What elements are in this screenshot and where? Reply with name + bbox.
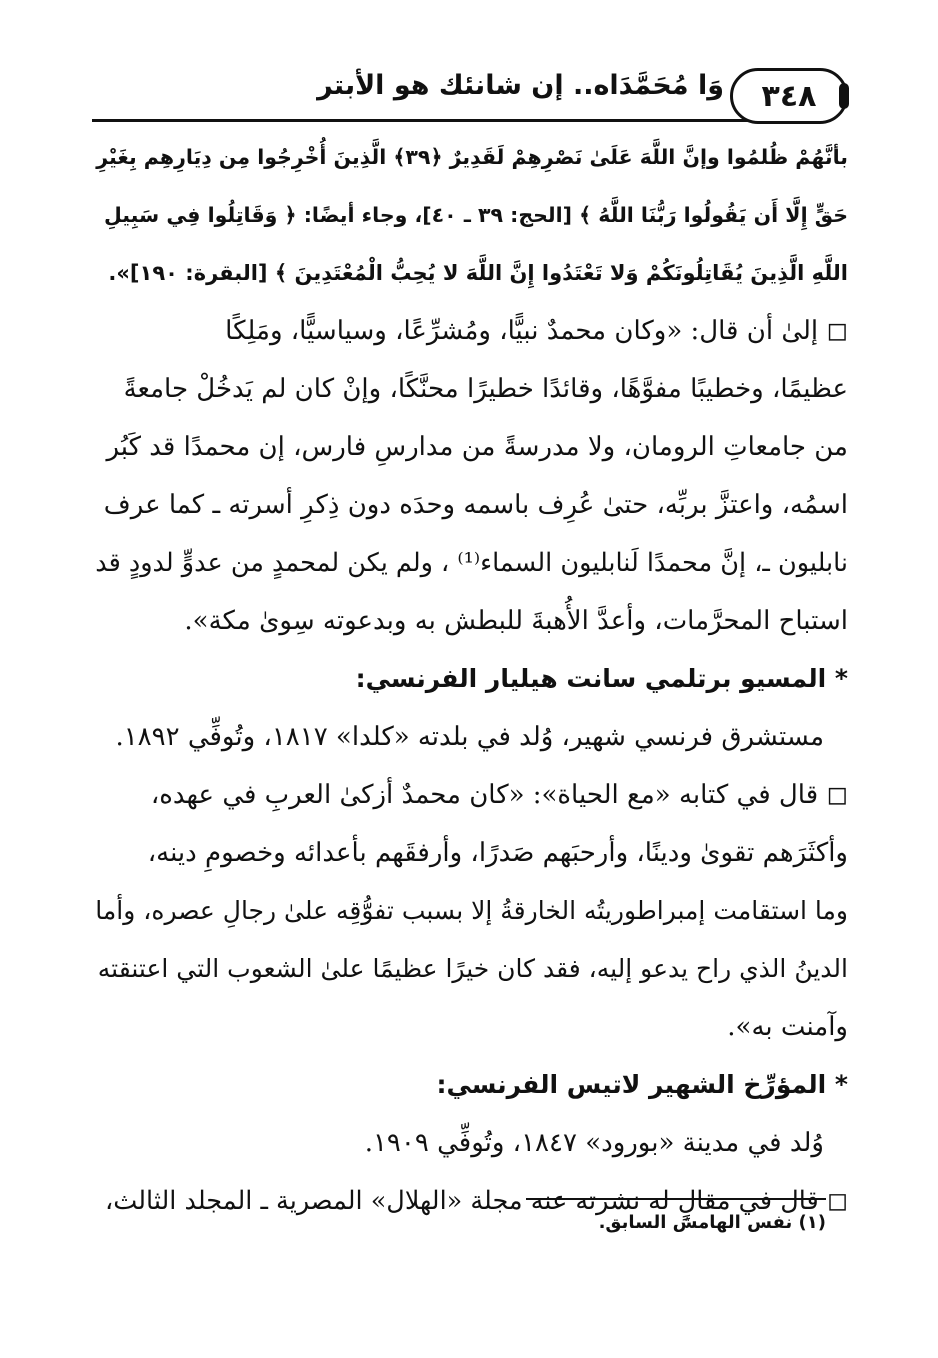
text-line: وآمنت به». <box>727 1012 848 1042</box>
section-heading: * المسيو برتلمي سانت هيليار الفرنسي: <box>355 664 848 693</box>
text-line: استباح المحرَّمات، وأعدَّ الأُهبةَ للبطش به وبدعوته سِوىٰ مكة». <box>184 606 848 636</box>
text-line: ◻ قال في مقالٍ له نشرته عنه مجلة «الهلال» المصرية ـ المجلد الثالث، <box>105 1186 848 1216</box>
footnote: (١) نفس الهامش السابق. <box>598 1212 826 1233</box>
text-line: ◻ قال في كتابه «مع الحياة»: «كان محمدٌ أزكىٰ العربِ في عهده، <box>150 780 848 810</box>
text-line: من جامعاتِ الرومان، ولا مدرسةً من مدارسِ فارس، إن محمدًا قد كَبُر <box>106 432 848 462</box>
body-text <box>92 128 848 1230</box>
section-heading: * المؤرِّخ الشهير لاتيس الفرنسي: <box>436 1070 848 1099</box>
page-number: ٣٤٨ <box>730 68 848 124</box>
text-line: بأنَّهُمْ ظُلمُوا وإنَّ اللَّهَ عَلَىٰ نَصْرِهِمْ لَقَدِيرٌ ﴿٣٩﴾ الَّذِينَ أُخْرِجُوا مِن دِيَارِهِم بِغَيْرِ <box>96 145 848 169</box>
page-header <box>92 58 848 116</box>
text-line: وأكثَرَهم تقوىٰ ودينًا، وأرحبَهم صَدرًا، وأرفقَهم بأعدائه وخصومِ دينه، <box>147 838 848 868</box>
header-rule <box>92 119 748 122</box>
text-line: عظيمًا، وخطيبًا مفوَّهًا، وقائدًا خطيرًا محنَّكًا، وإنْ كان لم يَدخُلْ جامعةً <box>123 374 848 404</box>
text-line: نابليون ـ، إنَّ محمدًا لَنابليون السماء⁽¹⁾ ، ولم يكن لمحمدٍ من عدوٍّ لدودٍ قد <box>95 548 848 578</box>
running-title: وَا مُحَمَّدَاه.. إن شانئك هو الأبتر <box>317 70 724 101</box>
text-line: اسمُه، واعتزَّ بربِّه، حتىٰ عُرِف باسمه وحدَه دون ذِكرِ أسرته ـ كما عرف <box>103 490 848 520</box>
text-line: ◻ إلىٰ أن قال: «وكان محمدٌ نبيًّا، ومُشرِّعًا، وسياسيًّا، ومَلِكًا <box>225 316 848 346</box>
text-line: مستشرق فرنسي شهير، وُلد في بلدته «كلدا» ١٨١٧، وتُوفِّي ١٨٩٢. <box>115 722 824 752</box>
text-line: الدينُ الذي راح يدعو إليه، فقد كان خيرًا عظيمًا علىٰ الشعوب التي اعتنقته <box>97 954 848 983</box>
text-line: وما استقامت إمبراطوريتُه الخارقةُ إلا بسبب تفوُّقِه علىٰ رجالِ عصره، وأما <box>95 896 848 925</box>
text-line: حَقٍّ إِلَّا أَن يَقُولُوا رَبُّنَا اللَّهُ ﴾ [الحج: ٣٩ ـ ٤٠]، وجاء أيضًا: ﴿ وَقَاتِلُوا فِي سَبِيلِ <box>103 203 848 227</box>
text-line: اللَّهِ الَّذِينَ يُقَاتِلُونَكُمْ وَلا تَعْتَدُوا إِنَّ اللَّهَ لا يُحِبُّ الْمُعْتَدِينَ ﴾ [البقرة: ١٩٠]». <box>108 261 848 285</box>
footnote-rule <box>526 1198 826 1200</box>
text-line: وُلد في مدينة «بورود» ١٨٤٧، وتُوفِّي ١٩٠٩. <box>364 1128 824 1158</box>
